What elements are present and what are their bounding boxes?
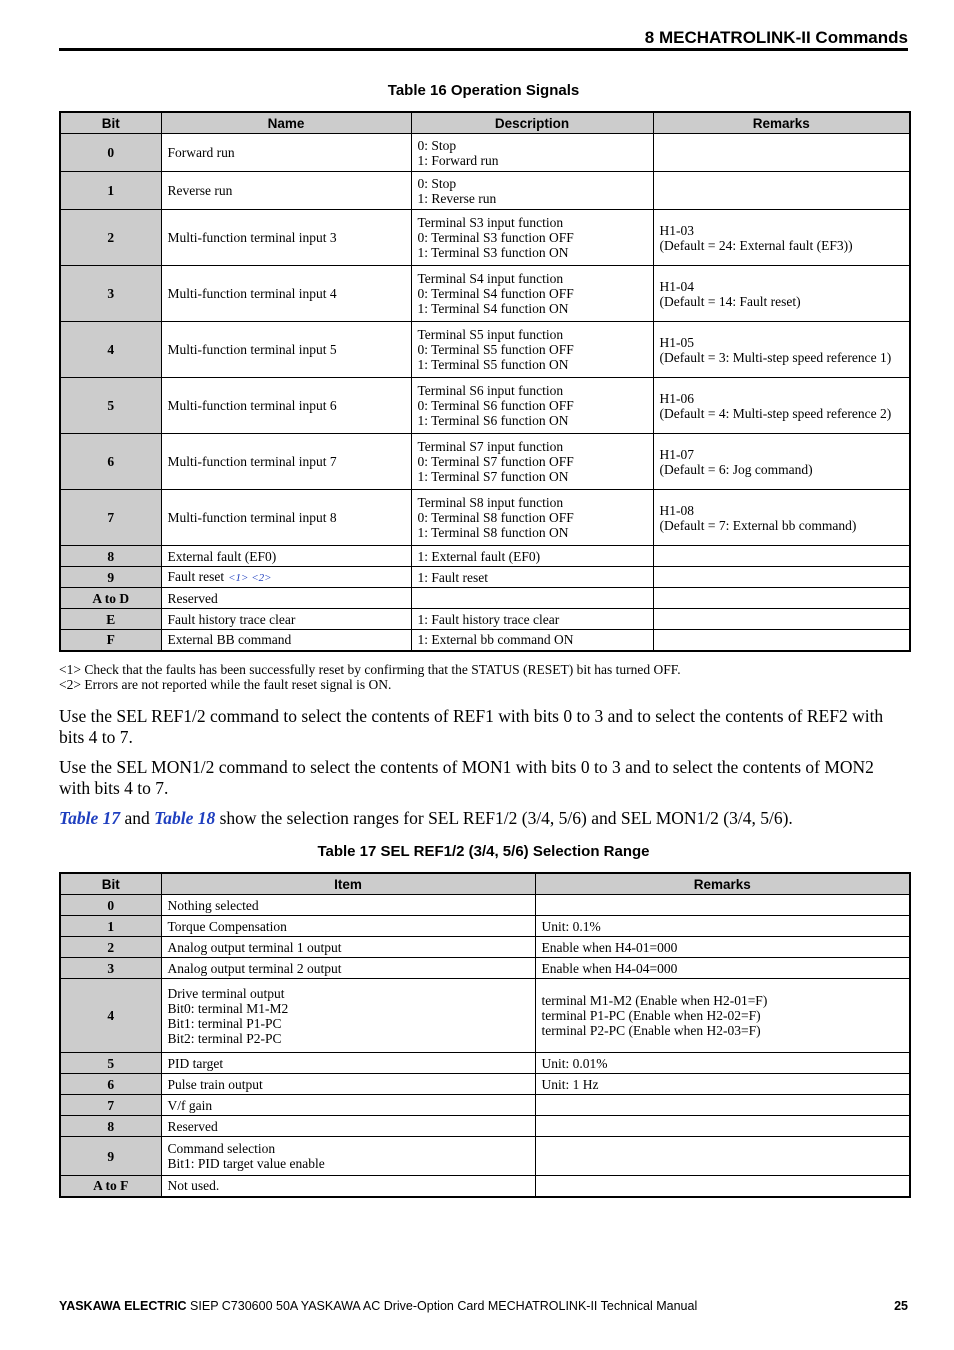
table17-link[interactable]: Table 17 xyxy=(59,808,121,828)
bit-cell: 6 xyxy=(60,1074,161,1095)
table-row xyxy=(60,567,910,588)
bit-cell: 2 xyxy=(60,937,161,958)
description-cell: Terminal S4 input function 0: Terminal S4 function OFF 1: Terminal S4 function ON xyxy=(411,266,653,322)
name-text: Forward run xyxy=(167,145,235,160)
name-cell xyxy=(161,434,411,490)
bit-cell: 8 xyxy=(60,1116,161,1137)
paragraph-sel-ref: Use the SEL REF1/2 command to select the contents of REF1 with bits 0 to 3 and to select the contents of REF2 with bits 4 to 7. xyxy=(59,706,884,747)
note-1: <1> Check that the faults has been successfully reset by confirming that the STATUS (RESET) bit has turned OFF. xyxy=(59,662,681,677)
description-cell: Terminal S8 input function 0: Terminal S8 function OFF 1: Terminal S8 function ON xyxy=(411,490,653,546)
description-cell: 1: External bb command ON xyxy=(411,630,653,651)
description-cell xyxy=(411,588,653,609)
table-row xyxy=(60,937,910,958)
name-cell xyxy=(161,490,411,546)
name-cell xyxy=(161,567,411,588)
table-row xyxy=(60,979,910,1053)
bit-cell: 0 xyxy=(60,134,161,172)
remarks-cell: H1-07 (Default = 6: Jog command) xyxy=(653,434,910,490)
header-rule xyxy=(59,48,908,51)
bit-cell: A to F xyxy=(60,1176,161,1197)
item-cell: Nothing selected xyxy=(161,895,535,916)
footer-document xyxy=(59,1299,697,1313)
name-text: Reserved xyxy=(167,590,218,606)
table-row xyxy=(60,630,910,651)
remarks-cell: H1-03 (Default = 24: External fault (EF3)) xyxy=(653,210,910,266)
remarks-cell: Unit: 0.01% xyxy=(535,1053,910,1074)
remarks-cell xyxy=(653,588,910,609)
paragraph-text: show the selection ranges for SEL REF1/2 (3/4, 5/6) and SEL MON1/2 (3/4, 5/6). xyxy=(215,808,793,828)
table-row xyxy=(60,1116,910,1137)
remarks-cell xyxy=(535,1137,910,1176)
name-cell xyxy=(161,322,411,378)
bit-cell: 0 xyxy=(60,895,161,916)
bit-cell: 4 xyxy=(60,322,161,378)
table-row xyxy=(60,609,910,630)
table-row xyxy=(60,588,910,609)
description-cell: Terminal S3 input function 0: Terminal S3 function OFF 1: Terminal S3 function ON xyxy=(411,210,653,266)
description-cell: 1: External fault (EF0) xyxy=(411,546,653,567)
description-cell: 1: Fault reset xyxy=(411,567,653,588)
name-cell xyxy=(161,210,411,266)
table17-caption: Table 17 SEL REF1/2 (3/4, 5/6) Selection Range xyxy=(317,843,650,860)
remarks-cell xyxy=(653,134,910,172)
item-cell: Analog output terminal 2 output xyxy=(161,958,535,979)
name-cell xyxy=(161,630,411,651)
bit-cell: 3 xyxy=(60,266,161,322)
name-text: Reverse run xyxy=(167,183,233,198)
bit-cell: 6 xyxy=(60,434,161,490)
description-cell: Terminal S5 input function 0: Terminal S5 function OFF 1: Terminal S5 function ON xyxy=(411,322,653,378)
sel-ref-selection-table xyxy=(59,872,911,1198)
name-text: Multi-function terminal input 6 xyxy=(167,398,337,413)
remarks-cell: H1-05 (Default = 3: Multi-step speed reference 1) xyxy=(653,322,910,378)
name-text: Multi-function terminal input 8 xyxy=(167,510,337,525)
table-notes xyxy=(59,662,909,692)
bit-cell: F xyxy=(60,630,161,651)
column-header: Description xyxy=(411,112,653,134)
remarks-cell: H1-08 (Default = 7: External bb command) xyxy=(653,490,910,546)
name-cell xyxy=(161,172,411,210)
footnote-reference[interactable]: <1> <2> xyxy=(228,571,272,584)
name-cell xyxy=(161,134,411,172)
column-header: Name xyxy=(161,112,411,134)
name-cell xyxy=(161,266,411,322)
name-cell xyxy=(161,588,411,609)
table-row xyxy=(60,1137,910,1176)
table-row xyxy=(60,210,910,266)
name-cell xyxy=(161,609,411,630)
description-cell: 0: Stop 1: Forward run xyxy=(411,134,653,172)
footer-doc-title: SIEP C730600 50A YASKAWA AC Drive-Option Card MECHATROLINK-II Technical Manual xyxy=(186,1299,698,1313)
remarks-cell xyxy=(653,630,910,651)
name-text: Multi-function terminal input 4 xyxy=(167,286,337,301)
remarks-cell xyxy=(535,1116,910,1137)
bit-cell: 7 xyxy=(60,1095,161,1116)
bit-cell: 8 xyxy=(60,546,161,567)
item-cell: Not used. xyxy=(161,1176,535,1197)
table-row xyxy=(60,958,910,979)
section-title: 8 MECHATROLINK-II Commands xyxy=(644,28,908,47)
column-header: Item xyxy=(161,873,535,895)
bit-cell: 7 xyxy=(60,490,161,546)
bit-cell: 4 xyxy=(60,979,161,1053)
connector-text: and xyxy=(120,808,155,828)
bit-cell: 9 xyxy=(60,567,161,588)
name-text: Fault history trace clear xyxy=(167,611,296,627)
description-cell: 0: Stop 1: Reverse run xyxy=(411,172,653,210)
table-row xyxy=(60,490,910,546)
name-text: External fault (EF0) xyxy=(167,548,277,564)
remarks-cell xyxy=(535,895,910,916)
table16-caption: Table 16 Operation Signals xyxy=(387,82,580,99)
name-cell xyxy=(161,546,411,567)
remarks-cell: Enable when H4-04=000 xyxy=(535,958,910,979)
table-row xyxy=(60,546,910,567)
name-text: Multi-function terminal input 5 xyxy=(167,342,337,357)
item-cell: V/f gain xyxy=(161,1095,535,1116)
table-row xyxy=(60,172,910,210)
name-text: Multi-function terminal input 7 xyxy=(167,454,337,469)
name-text: Multi-function terminal input 3 xyxy=(167,230,337,245)
name-text: External BB command xyxy=(167,632,292,648)
table18-link[interactable]: Table 18 xyxy=(154,808,216,828)
bit-cell: 1 xyxy=(60,916,161,937)
remarks-cell xyxy=(653,567,910,588)
table-row xyxy=(60,1074,910,1095)
table-row xyxy=(60,916,910,937)
remarks-cell xyxy=(653,546,910,567)
bit-cell: 1 xyxy=(60,172,161,210)
item-cell: Command selection Bit1: PID target value enable xyxy=(161,1137,535,1176)
bit-cell: 3 xyxy=(60,958,161,979)
bit-cell: 9 xyxy=(60,1137,161,1176)
table-header-row xyxy=(60,112,910,134)
column-header: Remarks xyxy=(653,112,910,134)
name-text: Fault reset xyxy=(167,568,225,584)
table-row xyxy=(60,266,910,322)
table-row xyxy=(60,434,910,490)
column-header: Bit xyxy=(60,873,161,895)
table-row xyxy=(60,134,910,172)
table-header-row xyxy=(60,873,910,895)
remarks-cell xyxy=(535,1095,910,1116)
remarks-cell: Unit: 1 Hz xyxy=(535,1074,910,1095)
table-row xyxy=(60,1095,910,1116)
remarks-cell: H1-06 (Default = 4: Multi-step speed reference 2) xyxy=(653,378,910,434)
remarks-cell: Unit: 0.1% xyxy=(535,916,910,937)
item-cell: Pulse train output xyxy=(161,1074,535,1095)
operation-signals-table xyxy=(59,111,911,652)
bit-cell: 5 xyxy=(60,1053,161,1074)
paragraph-selection-ranges xyxy=(59,808,909,829)
table-row xyxy=(60,378,910,434)
table-row xyxy=(60,1176,910,1197)
table-row xyxy=(60,322,910,378)
column-header: Remarks xyxy=(535,873,910,895)
paragraph-sel-mon: Use the SEL MON1/2 command to select the contents of MON1 with bits 0 to 3 and to select the contents of MON2 with bits 4 to 7. xyxy=(59,757,874,798)
description-cell: 1: Fault history trace clear xyxy=(411,609,653,630)
bit-cell: E xyxy=(60,609,161,630)
remarks-cell: H1-04 (Default = 14: Fault reset) xyxy=(653,266,910,322)
item-cell: PID target xyxy=(161,1053,535,1074)
page-number: 25 xyxy=(894,1299,908,1313)
item-cell: Analog output terminal 1 output xyxy=(161,937,535,958)
remarks-cell xyxy=(535,1176,910,1197)
description-cell: Terminal S7 input function 0: Terminal S7 function OFF 1: Terminal S7 function ON xyxy=(411,434,653,490)
bit-cell: A to D xyxy=(60,588,161,609)
remarks-cell: terminal M1-M2 (Enable when H2-01=F) terminal P1-PC (Enable when H2-02=F) terminal P2-PC (Enable when H2-03=F) xyxy=(535,979,910,1053)
item-cell: Reserved xyxy=(161,1116,535,1137)
bit-cell: 5 xyxy=(60,378,161,434)
column-header: Bit xyxy=(60,112,161,134)
table-row xyxy=(60,1053,910,1074)
note-2: <2> Errors are not reported while the fault reset signal is ON. xyxy=(59,677,392,692)
footer-brand: YASKAWA ELECTRIC xyxy=(59,1299,187,1313)
item-cell: Torque Compensation xyxy=(161,916,535,937)
remarks-cell xyxy=(653,609,910,630)
name-cell xyxy=(161,378,411,434)
item-cell: Drive terminal output Bit0: terminal M1-M2 Bit1: terminal P1-PC Bit2: terminal P2-PC xyxy=(161,979,535,1053)
remarks-cell xyxy=(653,172,910,210)
bit-cell: 2 xyxy=(60,210,161,266)
remarks-cell: Enable when H4-01=000 xyxy=(535,937,910,958)
description-cell: Terminal S6 input function 0: Terminal S6 function OFF 1: Terminal S6 function ON xyxy=(411,378,653,434)
table-row xyxy=(60,895,910,916)
